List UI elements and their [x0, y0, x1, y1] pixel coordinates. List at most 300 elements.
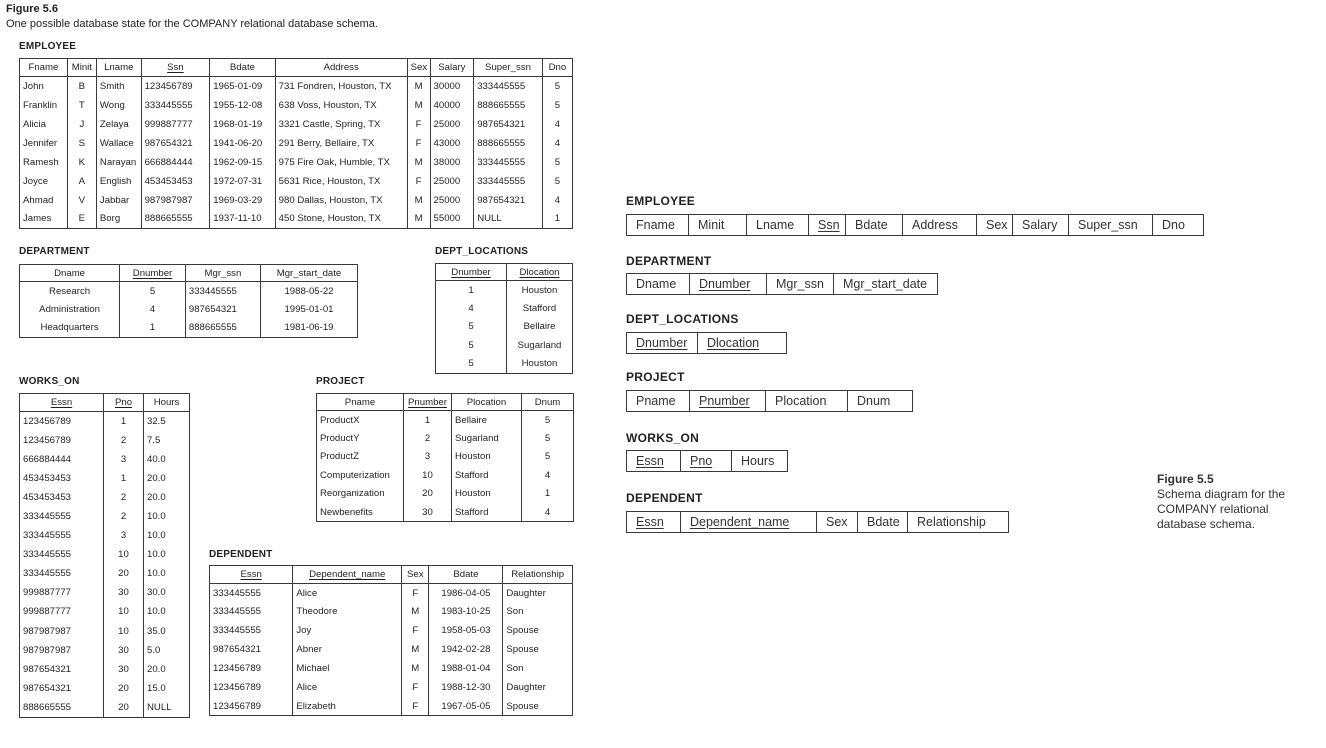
column-header: Dnumber: [436, 264, 507, 281]
table-row: [20, 172, 573, 191]
table-cell: 980 Dallas, Houston, TX: [275, 191, 407, 210]
table-row: [210, 697, 573, 716]
schema-attribute-label: Mgr_ssn: [776, 277, 824, 291]
schema-attribute-label: Pnumber: [699, 394, 750, 408]
table-cell: V: [67, 191, 96, 210]
table-cell: 333445555: [210, 621, 293, 640]
table-row: [210, 659, 573, 678]
table-cell: 4: [542, 191, 572, 210]
table-cell: Smith: [96, 77, 141, 96]
column-header: Lname: [96, 59, 141, 77]
schema-attribute-label: Address: [912, 218, 958, 232]
table-cell: 20.0: [144, 488, 190, 507]
schema-attribute-label: Essn: [636, 515, 664, 529]
schema-attribute: [833, 273, 938, 295]
figure-5-5-caption: [1157, 472, 1285, 532]
table-cell: 123456789: [20, 431, 104, 450]
column-header: Dno: [542, 59, 572, 77]
table-cell: 1958-05-03: [429, 621, 503, 640]
table-cell: Daughter: [503, 584, 573, 603]
table-cell: 4: [120, 300, 186, 319]
table-cell: 3: [404, 448, 452, 467]
schema-dependent-row: [626, 511, 1009, 533]
table-cell: Houston: [452, 448, 522, 467]
table-cell: Administration: [20, 300, 120, 319]
table-cell: Sugarland: [507, 336, 573, 355]
table-row: [317, 448, 574, 467]
column-header: Dname: [20, 265, 120, 282]
table-row: [20, 319, 358, 338]
column-header: Pname: [317, 394, 404, 411]
table-cell: 450 Stone, Houston, TX: [275, 210, 407, 229]
table-cell: 30: [104, 641, 144, 660]
table-cell: F: [407, 172, 430, 191]
column-header: Essn: [20, 394, 104, 412]
table-cell: 1988-05-22: [260, 282, 357, 301]
schema-attribute: [689, 273, 767, 295]
table-row: [20, 564, 190, 583]
schema-attribute-label: Essn: [636, 454, 664, 468]
table-row: [20, 115, 573, 134]
schema-attribute-label: Bdate: [867, 515, 900, 529]
table-cell: 2: [104, 431, 144, 450]
column-header: Dnumber: [120, 265, 186, 282]
schema-attribute-label: Minit: [698, 218, 725, 232]
table-cell: 5: [436, 318, 507, 337]
table-cell: Houston: [507, 355, 573, 374]
figure-5-5-caption-line: COMPANY relational: [1157, 502, 1269, 516]
schema-attribute-label: Mgr_start_date: [843, 277, 928, 291]
schema-attribute-label: Ssn: [818, 218, 840, 232]
table-cell: 5: [542, 96, 572, 115]
table-cell: M: [407, 77, 430, 96]
table-cell: NULL: [474, 210, 543, 229]
table-cell: 987654321: [20, 679, 104, 698]
schema-attribute-label: Dlocation: [707, 336, 760, 350]
schema-dept-locations-label: DEPT_LOCATIONS: [626, 312, 739, 326]
table-row: [20, 545, 190, 564]
schema-attribute-label: Dno: [1162, 218, 1185, 232]
works-on-table: [19, 393, 190, 718]
table-cell: 5: [542, 153, 572, 172]
table-cell: F: [402, 678, 429, 697]
table-cell: 333445555: [20, 545, 104, 564]
schema-attribute: [626, 332, 698, 354]
schema-attribute: [1152, 214, 1204, 236]
dept-locations-table-label: DEPT_LOCATIONS: [435, 246, 529, 257]
column-header: Sex: [402, 566, 429, 584]
table-cell: Wong: [96, 96, 141, 115]
table-row: [317, 411, 574, 430]
table-cell: 987654321: [210, 640, 293, 659]
table-cell: 5: [522, 411, 574, 430]
schema-attribute: [680, 450, 732, 472]
table-row: [210, 584, 573, 603]
table-cell: 291 Berry, Bellaire, TX: [275, 134, 407, 153]
table-cell: 2: [104, 488, 144, 507]
table-cell: Reorganization: [317, 485, 404, 504]
schema-attribute: [626, 273, 690, 295]
table-cell: 7.5: [144, 431, 190, 450]
table-cell: Headquarters: [20, 319, 120, 338]
table-cell: 1955-12-08: [210, 96, 275, 115]
table-cell: M: [407, 96, 430, 115]
table-cell: 987987987: [141, 191, 210, 210]
table-cell: 30: [104, 660, 144, 679]
table-cell: 25000: [430, 191, 474, 210]
schema-attribute-label: Hours: [741, 454, 775, 468]
table-cell: 333445555: [20, 564, 104, 583]
table-cell: Stafford: [452, 466, 522, 485]
table-cell: 30.0: [144, 583, 190, 602]
column-header: Sex: [407, 59, 430, 77]
department-table: [19, 264, 358, 338]
table-cell: 20.0: [144, 660, 190, 679]
table-cell: Wallace: [96, 134, 141, 153]
table-cell: 333445555: [185, 282, 260, 301]
schema-attribute-label: Pno: [690, 454, 713, 468]
table-cell: 30: [104, 583, 144, 602]
table-cell: 333445555: [20, 507, 104, 526]
table-cell: 35.0: [144, 622, 190, 641]
column-header: Mgr_start_date: [260, 265, 357, 282]
table-row: [317, 429, 574, 448]
schema-works-on-label: WORKS_ON: [626, 431, 700, 445]
table-cell: 1968-01-19: [210, 115, 275, 134]
schema-attribute: [626, 450, 681, 472]
schema-attribute: [626, 390, 690, 412]
table-cell: 5: [522, 429, 574, 448]
table-cell: 10: [104, 545, 144, 564]
table-cell: Jabbar: [96, 191, 141, 210]
table-row: [20, 526, 190, 545]
table-cell: 453453453: [141, 172, 210, 191]
schema-attribute: [689, 390, 766, 412]
table-cell: Spouse: [503, 697, 573, 716]
schema-attribute: [907, 511, 1009, 533]
table-cell: 4: [436, 299, 507, 318]
table-row: [436, 299, 573, 318]
table-row: [436, 355, 573, 374]
table-cell: 4: [522, 466, 574, 485]
table-cell: 1986-04-05: [429, 584, 503, 603]
table-cell: 666884444: [141, 153, 210, 172]
table-cell: English: [96, 172, 141, 191]
table-cell: 55000: [430, 210, 474, 229]
table-row: [20, 641, 190, 660]
column-header: Ssn: [141, 59, 210, 77]
table-cell: 1937-11-10: [210, 210, 275, 229]
column-header: Bdate: [429, 566, 503, 584]
schema-attribute: [847, 390, 913, 412]
schema-attribute: [816, 511, 858, 533]
table-cell: 1: [522, 485, 574, 504]
table-cell: M: [407, 210, 430, 229]
table-cell: 20: [404, 485, 452, 504]
schema-attribute-label: Salary: [1022, 218, 1058, 232]
table-cell: 1983-10-25: [429, 602, 503, 621]
table-cell: B: [67, 77, 96, 96]
table-cell: 987654321: [20, 660, 104, 679]
table-cell: 32.5: [144, 412, 190, 431]
table-cell: 1995-01-01: [260, 300, 357, 319]
schema-project-label: PROJECT: [626, 370, 685, 384]
column-header: Fname: [20, 59, 68, 77]
table-cell: 1: [404, 411, 452, 430]
schema-attribute-label: Dnumber: [636, 336, 688, 350]
table-row: [210, 678, 573, 697]
table-cell: 453453453: [20, 469, 104, 488]
table-cell: 20: [104, 679, 144, 698]
table-row: [210, 602, 573, 621]
schema-attribute: [976, 214, 1013, 236]
table-cell: 1972-07-31: [210, 172, 275, 191]
table-cell: John: [20, 77, 68, 96]
column-header: Plocation: [452, 394, 522, 411]
column-header: Salary: [430, 59, 474, 77]
table-row: [317, 466, 574, 485]
table-cell: M: [402, 659, 429, 678]
table-cell: 5: [436, 355, 507, 374]
table-cell: 888665555: [185, 319, 260, 338]
table-row: [20, 679, 190, 698]
employee-table-label: EMPLOYEE: [19, 41, 77, 52]
table-cell: J: [67, 115, 96, 134]
table-cell: M: [407, 153, 430, 172]
table-cell: 5: [542, 172, 572, 191]
table-row: [20, 622, 190, 641]
table-row: [20, 602, 190, 621]
table-cell: 1: [436, 281, 507, 300]
project-table: [316, 393, 574, 522]
table-row: [20, 77, 573, 96]
table-row: [20, 153, 573, 172]
table-cell: 333445555: [474, 153, 543, 172]
table-cell: 38000: [430, 153, 474, 172]
table-cell: 987654321: [185, 300, 260, 319]
schema-attribute-label: Fname: [636, 218, 675, 232]
schema-attribute: [902, 214, 977, 236]
table-cell: 25000: [430, 172, 474, 191]
table-cell: 1981-06-19: [260, 319, 357, 338]
table-cell: Son: [503, 602, 573, 621]
schema-attribute: [1068, 214, 1153, 236]
table-cell: M: [402, 602, 429, 621]
table-cell: 20.0: [144, 469, 190, 488]
table-cell: 3321 Castle, Spring, TX: [275, 115, 407, 134]
table-cell: Houston: [452, 485, 522, 504]
schema-employee-row: [626, 214, 1204, 236]
table-cell: E: [67, 210, 96, 229]
column-header: Dlocation: [507, 264, 573, 281]
table-cell: Daughter: [503, 678, 573, 697]
table-row: [20, 431, 190, 450]
table-row: [210, 621, 573, 640]
table-cell: F: [402, 584, 429, 603]
schema-attribute-label: Dname: [636, 277, 677, 291]
table-cell: F: [407, 134, 430, 153]
table-cell: T: [67, 96, 96, 115]
table-cell: 40.0: [144, 450, 190, 469]
table-cell: S: [67, 134, 96, 153]
table-cell: 5: [436, 336, 507, 355]
figure-5-5-caption-line: database schema.: [1157, 517, 1256, 531]
table-cell: 10.0: [144, 602, 190, 621]
table-cell: M: [402, 640, 429, 659]
figure-5-6-caption: One possible database state for the COMPANY relational database schema.: [6, 18, 378, 30]
table-cell: K: [67, 153, 96, 172]
table-row: [20, 698, 190, 717]
table-cell: 987987987: [20, 622, 104, 641]
table-row: [20, 96, 573, 115]
column-header: Address: [275, 59, 407, 77]
table-cell: 43000: [430, 134, 474, 153]
table-cell: 1: [542, 210, 572, 229]
table-cell: 20: [104, 564, 144, 583]
schema-attribute-label: Dnum: [857, 394, 891, 408]
schema-attribute-label: Lname: [756, 218, 795, 232]
schema-attribute: [766, 273, 834, 295]
table-cell: 5631 Rice, Houston, TX: [275, 172, 407, 191]
schema-attribute-label: Super_ssn: [1078, 218, 1138, 232]
table-cell: Joyce: [20, 172, 68, 191]
table-cell: 123456789: [210, 678, 293, 697]
table-cell: Franklin: [20, 96, 68, 115]
table-cell: 123456789: [141, 77, 210, 96]
table-cell: 4: [542, 134, 572, 153]
table-row: [436, 318, 573, 337]
table-cell: 1: [104, 469, 144, 488]
table-cell: 2: [404, 429, 452, 448]
figure-5-6-title: Figure 5.6: [6, 3, 58, 15]
table-cell: 10: [404, 466, 452, 485]
table-cell: 5.0: [144, 641, 190, 660]
table-cell: 123456789: [210, 659, 293, 678]
dependent-table: [209, 565, 573, 716]
column-header: Minit: [67, 59, 96, 77]
table-cell: 30: [404, 503, 452, 522]
table-cell: 20: [104, 698, 144, 717]
schema-dependent-label: DEPENDENT: [626, 491, 703, 505]
table-cell: Michael: [293, 659, 402, 678]
table-row: [20, 660, 190, 679]
table-cell: 1988-01-04: [429, 659, 503, 678]
table-cell: 1962-09-15: [210, 153, 275, 172]
table-cell: 10.0: [144, 564, 190, 583]
table-cell: Ramesh: [20, 153, 68, 172]
schema-attribute-label: Relationship: [917, 515, 986, 529]
table-cell: 5: [522, 448, 574, 467]
table-cell: 10: [104, 622, 144, 641]
column-header: Dnum: [522, 394, 574, 411]
table-cell: F: [402, 621, 429, 640]
schema-attribute: [731, 450, 788, 472]
table-cell: 333445555: [210, 584, 293, 603]
table-cell: Abner: [293, 640, 402, 659]
table-cell: F: [402, 697, 429, 716]
schema-project-row: [626, 390, 913, 412]
schema-attribute-label: Bdate: [855, 218, 888, 232]
table-cell: Elizabeth: [293, 697, 402, 716]
table-cell: Houston: [507, 281, 573, 300]
table-cell: Borg: [96, 210, 141, 229]
schema-attribute: [688, 214, 747, 236]
table-cell: Jennifer: [20, 134, 68, 153]
table-cell: F: [407, 115, 430, 134]
schema-attribute: [680, 511, 817, 533]
table-cell: 10.0: [144, 507, 190, 526]
schema-attribute-label: Sex: [986, 218, 1008, 232]
table-cell: 123456789: [20, 412, 104, 431]
table-cell: ProductX: [317, 411, 404, 430]
table-cell: Joy: [293, 621, 402, 640]
schema-employee-label: EMPLOYEE: [626, 194, 696, 208]
table-row: [436, 281, 573, 300]
schema-attribute: [697, 332, 787, 354]
table-cell: Computerization: [317, 466, 404, 485]
table-row: [20, 210, 573, 229]
figure-5-5-title: Figure 5.5: [1157, 472, 1214, 486]
column-header: Essn: [210, 566, 293, 584]
table-cell: 15.0: [144, 679, 190, 698]
table-cell: 999887777: [20, 583, 104, 602]
table-cell: 333445555: [141, 96, 210, 115]
schema-works-on-row: [626, 450, 788, 472]
table-cell: M: [407, 191, 430, 210]
table-row: [20, 191, 573, 210]
table-cell: 333445555: [474, 77, 543, 96]
schema-attribute: [765, 390, 848, 412]
table-cell: 40000: [430, 96, 474, 115]
table-cell: 333445555: [210, 602, 293, 621]
table-row: [20, 282, 358, 301]
table-cell: Stafford: [452, 503, 522, 522]
column-header: Dependent_name: [293, 566, 402, 584]
table-cell: 5: [542, 77, 572, 96]
table-cell: 25000: [430, 115, 474, 134]
dependent-table-label: DEPENDENT: [209, 549, 273, 560]
schema-dept-locations-row: [626, 332, 787, 354]
table-row: [20, 488, 190, 507]
table-cell: Alice: [293, 678, 402, 697]
schema-attribute-label: Dependent_name: [690, 515, 790, 529]
table-cell: 666884444: [20, 450, 104, 469]
table-cell: 888665555: [20, 698, 104, 717]
table-row: [317, 503, 574, 522]
table-cell: 987987987: [20, 641, 104, 660]
project-table-label: PROJECT: [316, 376, 365, 387]
table-cell: Zelaya: [96, 115, 141, 134]
figure-5-5-caption-line: Schema diagram for the: [1157, 487, 1286, 501]
table-cell: 10.0: [144, 526, 190, 545]
department-table-label: DEPARTMENT: [19, 246, 90, 257]
table-row: [20, 300, 358, 319]
employee-table: [19, 58, 573, 229]
table-cell: 987654321: [474, 191, 543, 210]
table-cell: Alice: [293, 584, 402, 603]
table-cell: Bellaire: [452, 411, 522, 430]
schema-attribute: [1012, 214, 1069, 236]
works-on-table-label: WORKS_ON: [19, 376, 80, 387]
table-cell: 638 Voss, Houston, TX: [275, 96, 407, 115]
table-row: [210, 640, 573, 659]
table-cell: Bellaire: [507, 318, 573, 337]
table-cell: 888665555: [474, 96, 543, 115]
schema-attribute: [845, 214, 903, 236]
table-cell: 1969-03-29: [210, 191, 275, 210]
column-header: Pno: [104, 394, 144, 412]
table-cell: James: [20, 210, 68, 229]
